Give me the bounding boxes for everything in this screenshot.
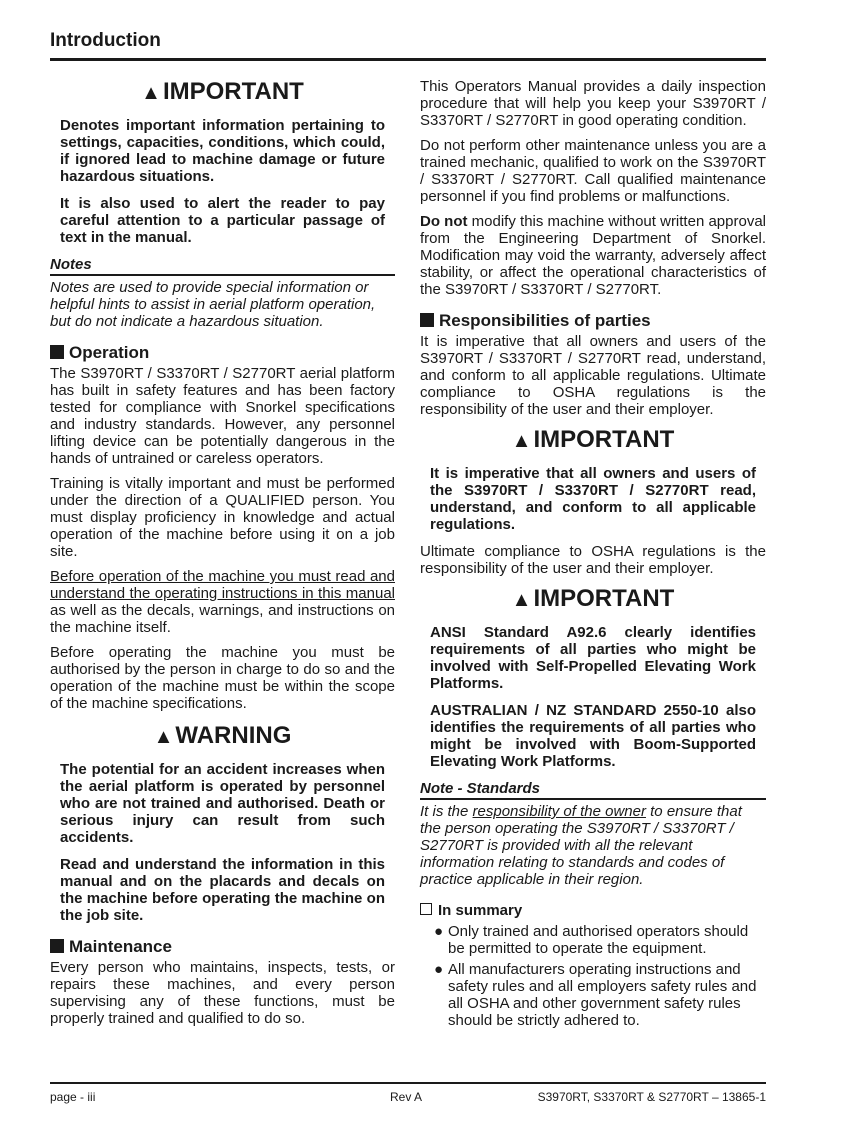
bullet-icon: ● xyxy=(434,923,444,940)
important-title-text: IMPORTANT xyxy=(533,585,675,612)
intro-paragraph: This Operators Manual provides a daily inspection procedure that will help you keep your S3970RT / S3370RT / S2770RT in good operating condition. xyxy=(420,78,766,129)
section-square-icon xyxy=(50,939,64,953)
note-standards-body xyxy=(420,803,766,888)
intro-paragraph xyxy=(420,213,766,298)
important-paragraph: ANSI Standard A92.6 clearly identifies requirements of all parties who might be involved with Self-Propelled Elevating Work Platforms. xyxy=(430,624,756,692)
important-paragraph: It is imperative that all owners and users of the S3970RT / S3370RT / S2770RT read, understand, and conform to all applicable regulations. xyxy=(430,465,756,533)
important-callout-title xyxy=(420,426,766,455)
warning-triangle-icon: ▲ xyxy=(153,726,174,748)
revision-label: Rev A xyxy=(390,1090,423,1104)
left-column xyxy=(50,78,395,1035)
summary-list xyxy=(420,923,766,1029)
operation-paragraph: Before operating the machine you must be authorised by the person in charge to do so and the operation of the machine must be within the scope of the machine specifications. xyxy=(50,644,395,712)
operation-paragraph: Training is vitally important and must be performed under the direction of a QUALIFIED person. You must display proficiency in knowledge and actual operation of the machine before using it on a job site. xyxy=(50,475,395,560)
section-square-icon xyxy=(50,345,64,359)
page-number: page - iii xyxy=(50,1090,96,1104)
model-label: S3970RT, S3370RT & S2770RT – 13865-1 xyxy=(537,1090,766,1104)
list-item xyxy=(434,923,766,957)
note-standards-underlined: responsibility of the owner xyxy=(472,803,646,820)
responsibilities-paragraph: It is imperative that all owners and users of the S3970RT / S3370RT / S2770RT read, understand, and conform to all applicable regulations. Ultimate compliance to OSHA regulations is the responsibility of the user and their employer. xyxy=(420,333,766,418)
warning-paragraph: Read and understand the information in this manual and on the placards and decals on the machine before operating the machine on the job site. xyxy=(60,856,385,924)
summary-heading-text: In summary xyxy=(438,902,523,919)
notes-body: Notes are used to provide special information or helpful hints to assist in aerial platform operation, but do not indicate a hazardous situation. xyxy=(50,279,376,330)
warning-triangle-icon: ▲ xyxy=(511,589,532,611)
right-column xyxy=(420,78,766,1033)
responsibilities-heading xyxy=(420,312,766,329)
maintenance-heading-text: Maintenance xyxy=(69,937,172,956)
warning-title-text: WARNING xyxy=(175,722,292,749)
important-callout-body xyxy=(420,465,766,533)
maintenance-paragraph: Every person who maintains, inspects, tests, or repairs these machines, and every person supervising any of these functions, must be properly trained and qualified to do so. xyxy=(50,959,395,1027)
warning-paragraph: The potential for an accident increases when the aerial platform is operated by personnel who are not trained and authorised. Death or serious injury can result from such accidents. xyxy=(60,761,385,846)
list-item-text: All manufacturers operating instructions and safety rules and all employers safety rules and all OSHA and other government safety rules should be strictly adhered to. xyxy=(448,961,757,1029)
summary-heading xyxy=(420,902,766,919)
note-standards-heading: Note - Standards xyxy=(420,780,766,800)
footer-divider xyxy=(50,1082,766,1084)
important-callout-title xyxy=(420,585,766,614)
warning-triangle-icon: ▲ xyxy=(511,430,532,452)
osha-paragraph: Ultimate compliance to OSHA regulations is the responsibility of the user and their employer. xyxy=(420,543,766,577)
bullet-icon: ● xyxy=(434,961,444,978)
warning-triangle-icon: ▲ xyxy=(141,82,161,104)
important-callout-body xyxy=(420,624,766,770)
important-callout-body xyxy=(50,117,395,246)
notes-heading: Notes xyxy=(50,256,395,276)
important-callout-title xyxy=(50,78,395,107)
operation-paragraph: The S3970RT / S3370RT / S2770RT aerial platform has built in safety features and has been factory tested for compliance with Snorkel specifications and industry standards. However, any personnel lifting device can be potentially dangerous in the hands of untrained or careless operators. xyxy=(50,365,395,467)
warning-callout-title xyxy=(50,722,395,751)
checkbox-square-icon xyxy=(420,903,432,915)
operation-paragraph-rest: as well as the decals, warnings, and instructions on the machine itself. xyxy=(50,602,395,636)
important-paragraph: Denotes important information pertaining to settings, capacities, conditions, which could, if ignored lead to machine damage or future hazardous situations. xyxy=(60,117,385,185)
responsibilities-heading-text: Responsibilities of parties xyxy=(439,311,651,330)
maintenance-heading xyxy=(50,938,395,955)
intro-paragraph-rest: modify this machine without written approval from the Engineering Department of Snorkel. Modification may void the warranty, adversely affect stability, or affect the operational characteristics of the S3970RT / S3370RT / S2770RT. xyxy=(420,213,766,298)
section-square-icon xyxy=(420,313,434,327)
list-item xyxy=(434,961,766,1029)
operation-heading-text: Operation xyxy=(69,343,150,362)
do-not-bold: Do not xyxy=(420,213,468,230)
important-paragraph: It is also used to alert the reader to pay careful attention to a particular passage of text in the manual. xyxy=(60,195,385,246)
header-divider xyxy=(50,58,766,61)
intro-paragraph: Do not perform other maintenance unless you are a trained mechanic, qualified to work on the S3970RT / S3370RT / S2770RT. Call qualified maintenance personnel if you find problems or malfunctions. xyxy=(420,137,766,205)
warning-callout-body xyxy=(50,761,395,924)
note-standards-text: to ensure that the person operating the S3970RT / S3370RT / S2770RT is provided with all the relevant information relating to standards and codes of practice applicable in their region. xyxy=(420,803,742,888)
important-title-text: IMPORTANT xyxy=(533,426,675,453)
important-paragraph: AUSTRALIAN / NZ STANDARD 2550-10 also identifies the requirements of all parties who might be involved with Boom-Supported Elevating Work Platforms. xyxy=(430,702,756,770)
operation-underlined-text: Before operation of the machine you must read and understand the operating instructions in this manual xyxy=(50,568,395,602)
note-standards-text: It is the xyxy=(420,803,473,820)
operation-heading xyxy=(50,344,395,361)
list-item-text: Only trained and authorised operators should be permitted to operate the equipment. xyxy=(448,923,749,957)
important-title-text: IMPORTANT xyxy=(162,78,304,105)
page-title: Introduction xyxy=(50,30,161,51)
operation-paragraph xyxy=(50,568,395,636)
